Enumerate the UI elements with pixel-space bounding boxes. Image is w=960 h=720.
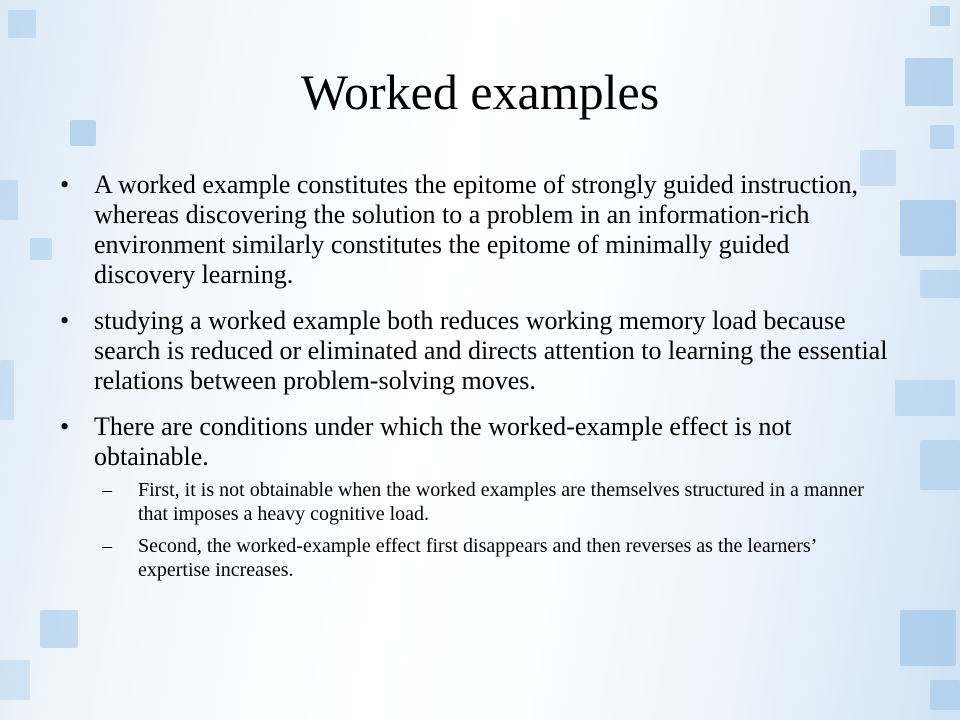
deco-square [930,6,950,26]
slide-title: Worked examples [300,64,660,120]
bullet-item [60,306,890,396]
bullet-marker: • [60,412,70,441]
deco-square [70,120,96,146]
sub-bullet-text: Second, the worked-example effect first disappears and then reverses as the learners’ expertise increases. [138,535,816,581]
deco-square [900,610,956,666]
deco-square [930,680,960,710]
bullet-item [60,412,890,472]
deco-square [0,360,14,420]
sub-bullet-marker: – [102,535,112,557]
bullet-text: studying a worked example both reduces working memory load because search is reduced or eliminated and directs attention to learning the essential relations between problem-solving moves. [94,306,888,395]
deco-square [930,125,954,149]
bullet-text: A worked example constitutes the epitome of strongly guided instruction, whereas discovering the solution to a problem in an information-rich environment similarly constitutes the epitome of minimally guided discovery learning. [94,170,858,289]
bullet-item [60,170,890,290]
sub-bullet-item [60,478,890,526]
bullet-marker: • [60,170,70,199]
bullet-marker: • [60,306,70,335]
slide-body [60,170,890,590]
bullet-text: There are conditions under which the worked-example effect is not obtainable. [94,412,792,471]
sub-bullet-text: First, it is not obtainable when the worked examples are themselves structured in a manner that imposes a heavy cognitive load. [138,479,864,525]
deco-square [0,660,30,700]
deco-square [0,180,18,220]
sub-bullet-item [60,534,890,582]
deco-square [8,10,36,38]
deco-square [895,380,955,416]
deco-square [900,200,956,256]
deco-square [40,610,78,648]
deco-square [920,440,960,490]
deco-square [30,238,52,260]
deco-square [920,270,960,298]
sub-bullet-marker: – [102,479,112,501]
